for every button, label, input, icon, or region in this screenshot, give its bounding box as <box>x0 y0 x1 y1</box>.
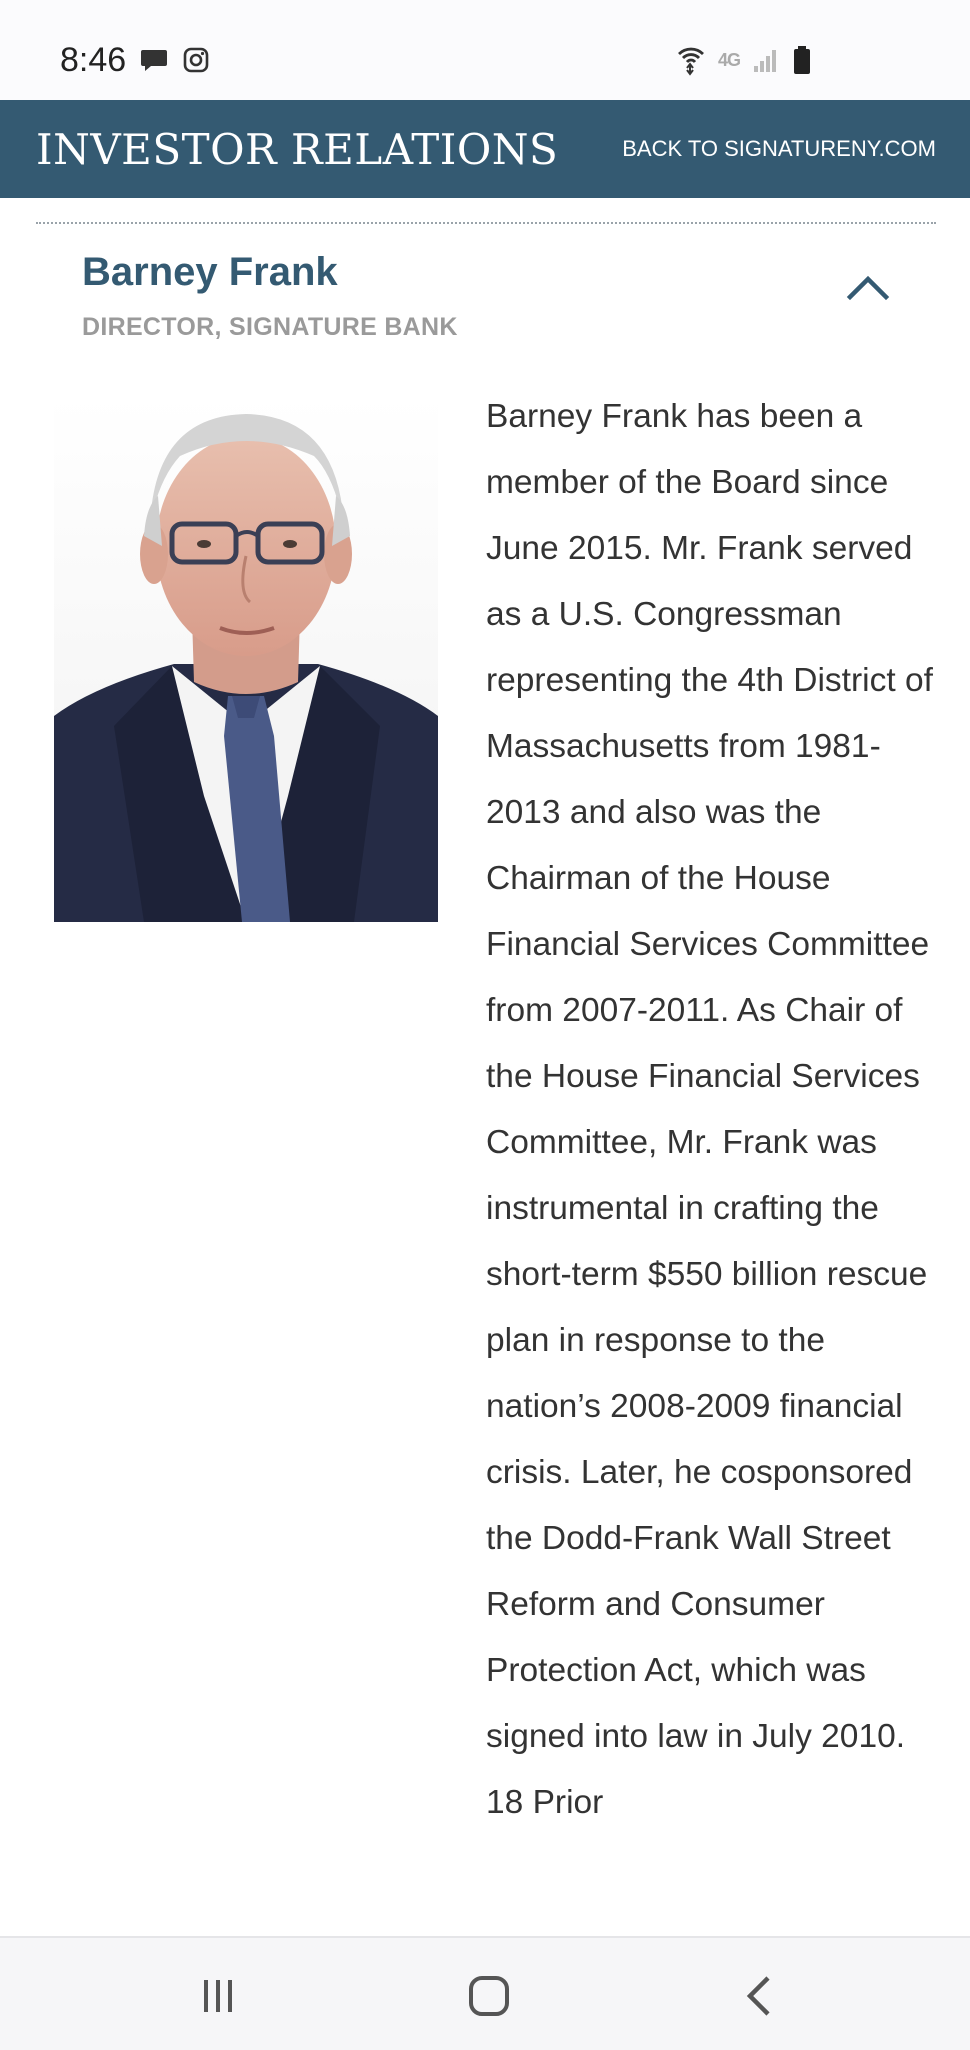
battery-icon <box>792 45 812 75</box>
divider <box>36 222 936 224</box>
status-time: 8:46 <box>60 41 127 79</box>
wifi-icon <box>676 44 706 76</box>
back-button[interactable] <box>720 1964 800 2028</box>
recent-apps-icon <box>198 1976 238 2016</box>
message-icon <box>140 46 168 74</box>
back-icon <box>740 1974 780 2018</box>
instagram-icon <box>182 46 210 74</box>
status-right-icons <box>676 44 812 76</box>
portrait-photo <box>54 396 438 922</box>
bio-text: Barney Frank has been a member of the Board since June 2015. Mr. Frank served as a U.S. Congressman representing the 4th District of Massachusetts from 1981-2013 and also was the Chairman of the House Financial Services Committee from 2007-2011. As Chair of the House Financial Services Committee, Mr. Frank was instrumental in crafting the short-term $550 billion rescue plan in response to the nation’s 2008-2009 financial crisis. Later, he cosponsored the Dodd-Frank Wall Street Reform and Consumer Protection Act, which was signed into law in July 2010. 18 Prior <box>486 398 933 1821</box>
person-role: DIRECTOR, SIGNATURE BANK <box>82 313 458 341</box>
home-icon <box>467 1974 511 2018</box>
chevron-up-icon <box>846 273 890 301</box>
signal-icon <box>752 46 780 74</box>
header-title: INVESTOR RELATIONS <box>36 125 559 174</box>
navigation-bar <box>0 1936 970 2050</box>
home-button[interactable] <box>449 1964 529 2028</box>
status-bar <box>0 0 970 100</box>
app-header <box>0 100 970 198</box>
recent-apps-button[interactable] <box>178 1964 258 2028</box>
collapse-toggle[interactable] <box>838 262 898 312</box>
back-to-site-link[interactable]: BACK TO SIGNATURENY.COM <box>622 136 936 161</box>
network-label: 4G <box>717 49 740 70</box>
person-name: Barney Frank <box>82 250 338 294</box>
status-left-icons <box>140 46 210 74</box>
